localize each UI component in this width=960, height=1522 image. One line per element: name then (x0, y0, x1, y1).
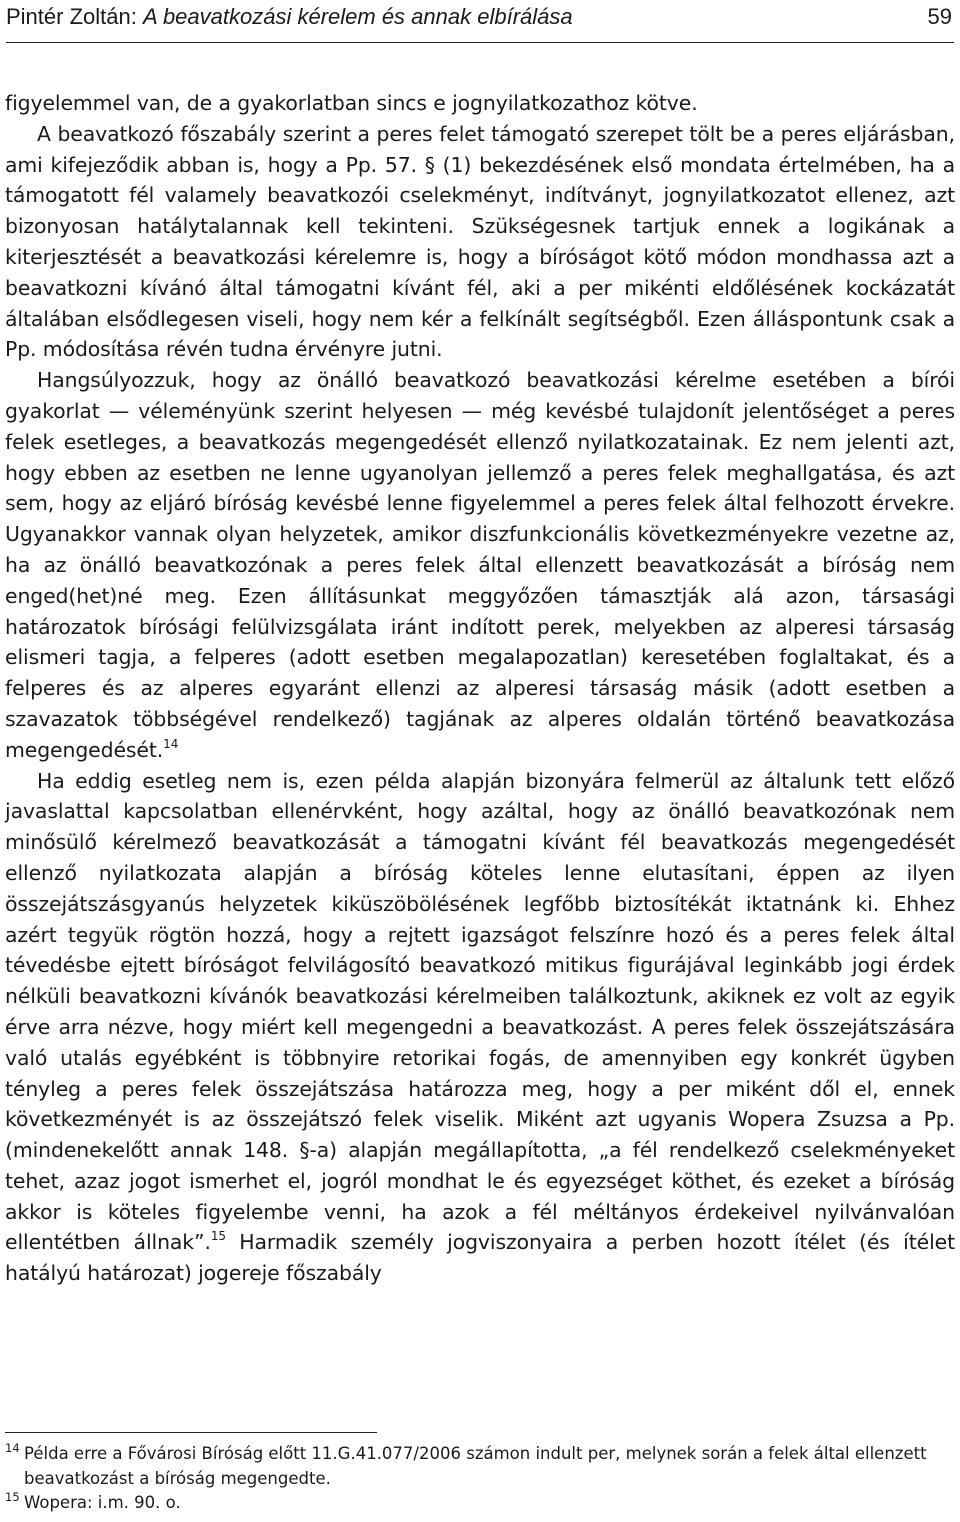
footnote-text: Wopera: i.m. 90. o. (24, 1493, 181, 1512)
paragraph-3-text: Hangsúlyozzuk, hogy az önálló beavatkozó beavatkozási kérelme esetében a bírói gyakorlat — véleményünk szerint helyesen — még kevésbé tulajdonít jelentőséget a peres felek esetleges, a beavatkozás megengedését ellenző nyilatkozatainak. Ez nem jelenti azt, hogy ebben az esetben ne lenne ugyanolyan jellemző a peres felek meghallgatása, és azt sem, hogy az eljáró bíróság kevésbé lenne figyelemmel a peres felek által felhozott érvekre. Ugyanakkor vannak olyan helyzetek, amikor diszfunkcionális következményekre vezetne az, ha az önálló beavatkozónak a peres felek által ellenzett beavatkozását a bíróság nem enged(het)né meg. Ezen állításunkat meggyőzően támasztják alá azon, társasági határozatok bírósági felülvizsgálata iránt indított perek, melyekben az alperesi társaság elismeri tagja, a felperes (adott esetben megalapozatlan) keresetében foglaltakat, és a felperes és az alperes egyaránt ellenzi az alperesi társaság másik (adott esetben a szavazatok többségével rendelkező) tagjának az alperes oldalán történő beavatkozása megengedését. (5, 368, 955, 762)
footnote-text: Példa erre a Fővárosi Bíróság előtt 11.G.41.077/2006 számon indult per, melynek során a felek által ellenzett beavatkozást a bíróság megengedte. (24, 1444, 927, 1488)
main-text (5, 88, 955, 1289)
paragraph-4-continuation: Harmadik személy jogviszonyaira a perben hozott ítélet (és ítélet hatályú határozat) jogereje főszabály (5, 1230, 955, 1286)
footnote-ref-14[interactable]: 14 (163, 736, 179, 751)
footnote-number: 14 (5, 1441, 20, 1455)
footnote-number: 15 (5, 1490, 20, 1504)
footnote-14 (5, 1442, 955, 1491)
footnotes (5, 1442, 955, 1516)
footnote-15 (5, 1491, 955, 1516)
page-number: 59 (927, 4, 952, 29)
paragraph-4 (5, 766, 955, 1290)
header-title: A beavatkozási kérelem és annak elbírálása (142, 4, 573, 29)
paragraph-1: figyelemmel van, de a gyakorlatban sincs e jognyilatkozathoz kötve. (5, 91, 698, 115)
footnote-separator (5, 1432, 377, 1433)
header-author: Pintér Zoltán: (6, 4, 137, 29)
footnote-ref-15[interactable]: 15 (210, 1229, 226, 1244)
paragraph-3 (5, 365, 955, 765)
page-header (6, 0, 954, 43)
running-title (6, 4, 573, 30)
paragraph-2: A beavatkozó főszabály szerint a peres felet támogató szerepet tölt be a peres eljárásban, ami kifejeződik abban is, hogy a Pp. 57. § (1) bekezdésének első mondata értelmében, ha a támogatott fél valamely beavatkozói cselekményt, indítványt, jognyilatkozatot ellenez, azt bizonyosan hatálytalannak kell tekinteni. Szükségesnek tartjuk ennek a logikának a kiterjesztését a beavatkozási kérelemre is, hogy a bíróságot kötő módon mondhassa azt a beavatkozni kívánó által támogatni kívánt fél, aki a per mikénti eldőlésének kockázatát általában elsődlegesen viseli, hogy nem kér a felkínált segítségből. Ezen álláspontunk csak a Pp. módosítása révén tudna érvényre jutni. (5, 121, 955, 362)
paragraph-4-text: Ha eddig esetleg nem is, ezen példa alapján bizonyára felmerül az általunk tett előző javaslattal kapcsolatban ellenérvként, hogy azáltal, hogy az önálló beavatkozónak nem minősülő kérelmező beavatkozását a támogatni kívánt fél beavatkozás megengedését ellenző nyilatkozata alapján a bíróság köteles lenne elutasítani, éppen az ilyen összejátszásgyanús helyzetek kiküszöbölésének legfőbb biztosítékát iktatnánk ki. Ehhez azért tegyük rögtön hozzá, hogy a rejtett igazságot felszínre hozó és a peres felek által tévedésbe ejtett bíróságot felvilágosító beavatkozó mitikus figurájával leginkább jogi érdek nélküli beavatkozni kívánók beavatkozási kérelmeiben találkoztunk, akiknek ez volt az egyik érve arra nézve, hogy miért kell megengedni a beavatkozást. A peres felek összejátszására való utalás egyébként is többnyire retorikai fogás, de amennyiben egy konkrét ügyben tényleg a peres felek összejátszása határozza meg, hogy a per miként dől el, ennek következményét is az összejátszó felek viselik. Miként azt ugyanis Wopera Zsuzsa a Pp. (mindenekelőtt annak 148. §-a) alapján megállapította, „a fél rendelkező cselekményeket tehet, azaz jogot ismerhet el, jogról mondhat le és egyezséget köthet, és ezeket a bíróság akkor is köteles figyelembe venni, ha azok a fél méltányos érdekeivel nyilvánvalóan ellentétben állnak”. (5, 768, 955, 1255)
